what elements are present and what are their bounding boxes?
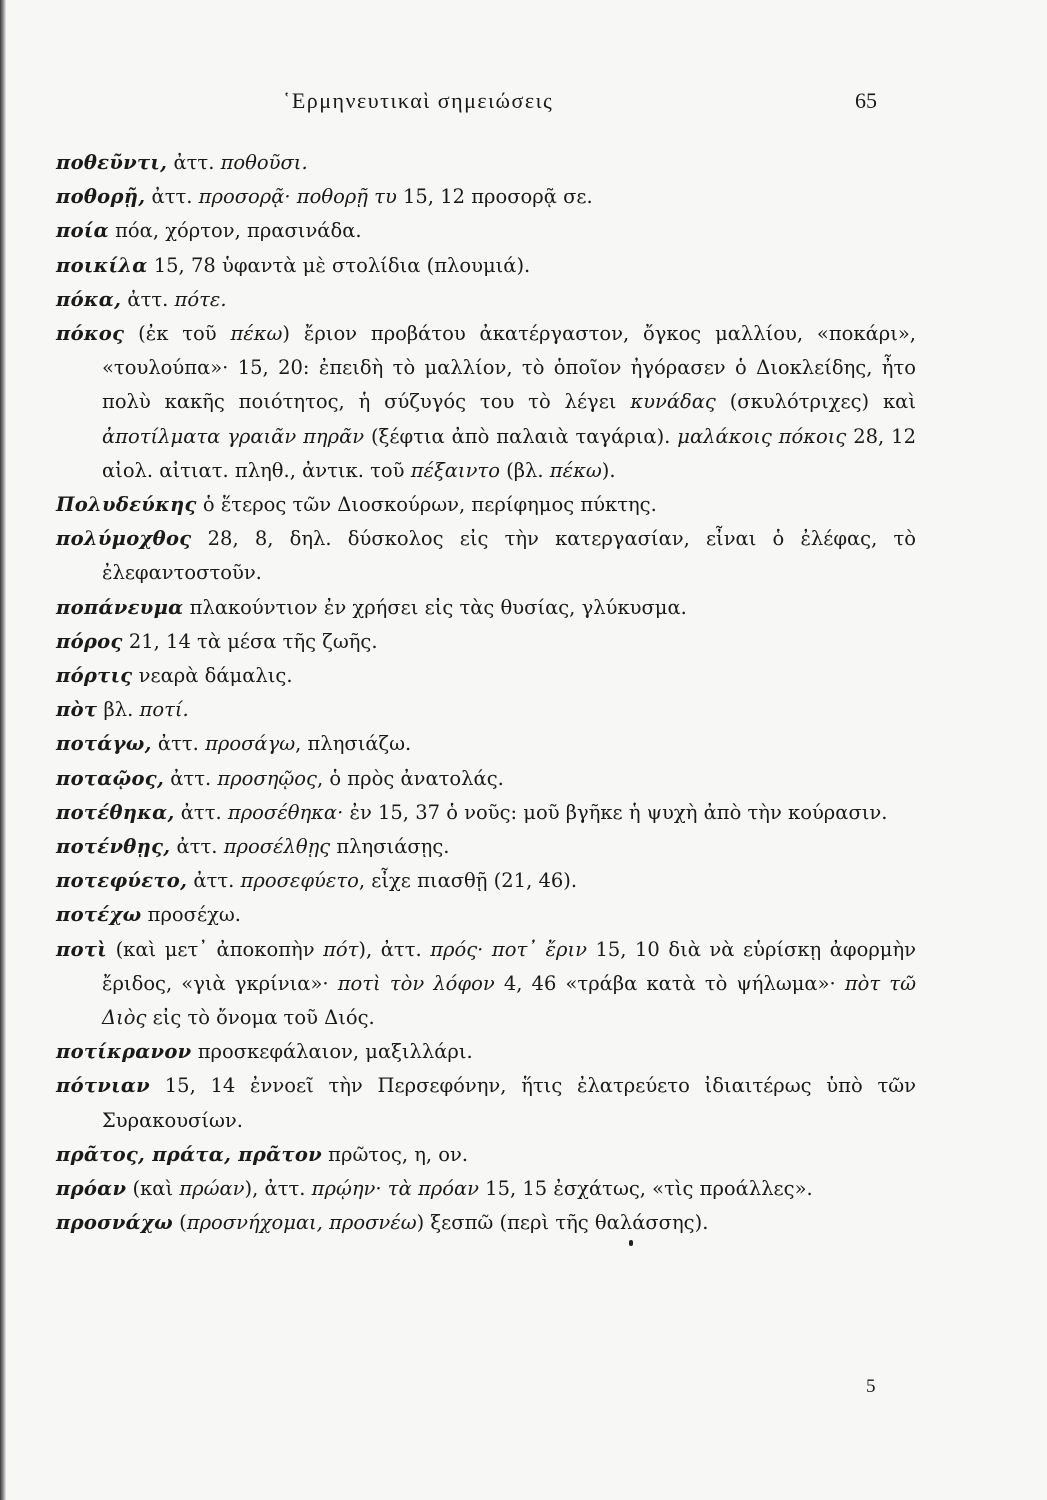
entry-headword: ποτέθηκα, xyxy=(56,800,175,824)
entry-definition-text: 4, 46 «τράβα κατὰ τὸ ψήλωμα»· xyxy=(494,971,845,995)
entry-headword: ποθεῦντι, xyxy=(56,151,168,174)
entry-definition-text: προσκεφάλαιον, μαξιλλάρι. xyxy=(191,1040,473,1064)
page-number: 65 xyxy=(855,88,877,113)
entry-citation-italic: προσεφύετο xyxy=(240,869,359,893)
entry-definition-text: (σκυλότριχες) καὶ xyxy=(715,390,916,414)
entry-definition-text: 15, 10 διὰ νὰ εὑρίσκῃ ἀφορμὴν ἔριδος, «γιὰ γκρίνια»· xyxy=(102,937,916,995)
entry-definition-text: βλ. xyxy=(97,698,140,722)
glossary-entry xyxy=(56,488,916,522)
entry-definition-text: (βλ. xyxy=(499,458,550,482)
entry-citation-italic: μαλάκοις πόκοις xyxy=(677,424,847,448)
glossary-entry xyxy=(56,214,916,248)
entry-headword: ποτεφύετο, xyxy=(56,869,188,893)
glossary-entry xyxy=(56,283,916,317)
entry-definition-text: ( xyxy=(172,1211,187,1235)
entry-headword: ποτίκρανον xyxy=(56,1040,192,1064)
glossary-entry xyxy=(56,762,916,796)
glossary-entry xyxy=(56,864,916,898)
entry-citation-italic: κυνάδας xyxy=(630,390,716,414)
entry-citation-italic: ποθοῦσι. xyxy=(220,151,308,174)
entry-definition-text: ἀττ. xyxy=(151,732,206,756)
glossary-entry xyxy=(56,1206,916,1240)
entry-citation-italic: πότε. xyxy=(174,287,227,311)
entry-headword: πόκος xyxy=(56,322,125,346)
print-speck xyxy=(629,1240,633,1246)
entry-definition-text: 15, 12 προσορᾷ σε. xyxy=(396,185,593,209)
entry-headword: ποία xyxy=(56,219,109,243)
entry-citation-italic: προσάγω xyxy=(205,732,296,756)
glossary-entry xyxy=(56,830,916,864)
entry-citation-italic: ποτὶ τὸν λόφον xyxy=(337,971,495,995)
entry-citation-italic: πρῴην· τὰ πρόαν xyxy=(311,1177,479,1201)
entry-definition-text: πρῶτος, η, ον. xyxy=(321,1142,469,1166)
entry-headword: πρόαν xyxy=(56,1177,127,1201)
entry-citation-italic: προσέθηκα· xyxy=(227,800,344,824)
page-header xyxy=(0,88,1047,128)
entry-citation-italic: πέξαιντο xyxy=(410,458,500,482)
entry-definition-text: , εἶχε πιασθῇ (21, 46). xyxy=(358,869,578,893)
glossary-entry xyxy=(56,146,916,180)
entry-definition-text: ἀττ. xyxy=(121,287,175,311)
glossary-entry xyxy=(56,1172,916,1206)
entry-definition-text: ἀττ. xyxy=(174,800,228,824)
entry-headword: πότνιαν xyxy=(56,1074,151,1098)
entry-definition-text: ἐν 15, 37 ὁ νοῦς: μοῦ βγῆκε ἡ ψυχὴ ἀπὸ τὴν κούρασιν. xyxy=(343,800,888,824)
entry-headword: πόκα, xyxy=(56,287,122,311)
entry-headword: ποτὶ xyxy=(56,937,108,961)
entry-headword: προσνάχω xyxy=(56,1211,173,1235)
glossary-entry xyxy=(56,1069,916,1137)
entry-headword: πὸτ xyxy=(56,698,98,722)
entry-citation-italic: ποτί. xyxy=(139,698,189,722)
running-title: ῾Ερμηνευτικαὶ σημειώσεις xyxy=(283,88,554,113)
entry-definition-text: ἀττ. xyxy=(145,185,199,209)
glossary-entry xyxy=(56,1138,916,1172)
glossary-entry xyxy=(56,1035,916,1069)
entry-definition-text: (καὶ xyxy=(126,1177,180,1201)
entry-citation-italic: πρός· ποτ᾽ ἔριν xyxy=(430,937,587,961)
entry-headword: ποτένθῃς, xyxy=(56,835,171,859)
entry-definition-text: 28, 12 αἰολ. αἰτιατ. πληθ., ἀντικ. τοῦ xyxy=(102,424,916,482)
entry-citation-italic: προσηῷος xyxy=(217,766,317,790)
glossary-entry xyxy=(56,659,916,693)
glossary-entry xyxy=(56,180,916,214)
entry-citation-italic: πότ xyxy=(323,937,359,961)
entry-headword: ποικίλα xyxy=(56,253,148,277)
entry-definition-text: ), ἀττ. xyxy=(244,1177,312,1201)
entry-definition-text: ἀττ. xyxy=(164,766,218,790)
entry-definition-text: προσέχω. xyxy=(141,903,242,927)
entry-headword: πόρος xyxy=(56,629,123,653)
entry-definition-text: ) ἔριον προβάτου ἀκατέργαστον, ὄγκος μαλλίου, «ποκάρι», «τουλούπα»· 15, 20: ἐπειδὴ τὸ μαλλίον, τὸ ὁποῖον ἠγόρασεν ὁ Διοκλείδης, ἦτο πολὺ κακῆς ποιότητος, ἡ σύζυγός του τὸ λέγει xyxy=(102,322,916,414)
entry-headword: ποπάνευμα xyxy=(56,595,184,619)
entry-citation-italic: προσέλθῃς xyxy=(223,835,331,859)
entry-citation-italic: πὸτ τῶ Διὸς xyxy=(102,971,916,1030)
glossary-entry xyxy=(56,591,916,625)
entry-definition-text: ἀττ. xyxy=(167,151,221,174)
entry-definition-text: 15, 78 ὑφαντὰ μὲ στολίδια (πλουμιά). xyxy=(147,253,531,277)
entry-definition-text: πόα, χόρτον, πρασινάδα. xyxy=(108,219,362,243)
glossary-entry xyxy=(56,693,916,727)
entry-definition-text: (καὶ μετ᾽ ἀποκοπὴν xyxy=(107,937,324,961)
entry-citation-italic: προσνήχομαι, προσνέω xyxy=(186,1211,417,1235)
glossary-entry xyxy=(56,727,916,761)
glossary-entry xyxy=(56,898,916,932)
entry-definition-text: ), ἀττ. xyxy=(358,937,431,961)
glossary-entries xyxy=(56,146,916,1241)
entry-definition-text: ) ξεσπῶ (περὶ τῆς θαλάσσης). xyxy=(416,1211,709,1235)
entry-citation-italic: πέκω xyxy=(230,322,283,346)
entry-definition-text: ). xyxy=(601,458,616,482)
entry-citation-italic: προσορᾷ· ποθορῇ τυ xyxy=(198,185,397,209)
entry-headword: ποθορῇ, xyxy=(56,185,146,209)
entry-headword: πολύμοχθος xyxy=(56,527,192,551)
entry-headword: πρᾶτος, πράτα, πρᾶτον xyxy=(56,1142,322,1166)
entry-citation-italic: πέκω xyxy=(549,458,602,482)
entry-definition-text: νεαρὰ δάμαλις. xyxy=(132,664,293,688)
entry-definition-text: , πλησιάζω. xyxy=(295,732,412,756)
entry-headword: ποτάγω, xyxy=(56,732,152,756)
entry-definition-text: 28, 8, δηλ. δύσκολος εἰς τὴν κατεργασίαν, εἶναι ὁ ἐλέφας, τὸ ἐλεφαντοστοῦν. xyxy=(102,527,916,585)
entry-definition-text: , ὁ πρὸς ἀνατολάς. xyxy=(316,766,504,790)
entry-definition-text: πλησιάσῃς. xyxy=(330,835,450,859)
entry-definition-text: ἀττ. xyxy=(170,835,224,859)
entry-definition-text: 21, 14 τὰ μέσα τῆς ζωῆς. xyxy=(122,629,378,653)
entry-definition-text: (ἐκ τοῦ xyxy=(124,322,231,346)
entry-headword: πόρτις xyxy=(56,664,133,688)
entry-definition-text: 15, 14 ἐννοεῖ τὴν Περσεφόνην, ἥτις ἐλατρεύετο ἰδιαιτέρως ὑπὸ τῶν Συρακουσίων. xyxy=(102,1074,916,1132)
entry-definition-text: πλακούντιον ἐν χρήσει εἰς τὰς θυσίας, γλύκυσμα. xyxy=(183,595,687,619)
glossary-entry xyxy=(56,796,916,830)
entry-citation-italic: ἀποτίλματα γραιᾶν πηρᾶν xyxy=(102,424,365,448)
entry-definition-text: ὁ ἕτερος τῶν Διοσκούρων, περίφημος πύκτης. xyxy=(196,493,657,517)
glossary-entry xyxy=(56,317,916,488)
entry-citation-italic: πρώαν xyxy=(179,1177,245,1201)
entry-headword: Πολυδεύκης xyxy=(56,493,197,517)
entry-headword: ποτέχω xyxy=(56,903,142,927)
glossary-entry xyxy=(56,249,916,283)
page-binding-edge xyxy=(0,0,6,1500)
entry-definition-text: 15, 15 ἐσχάτως, «τὶς προάλλες». xyxy=(478,1177,813,1201)
entry-definition-text: εἰς τὸ ὄνομα τοῦ Διός. xyxy=(146,1006,375,1030)
entry-headword: ποταῷος, xyxy=(56,766,165,790)
glossary-entry xyxy=(56,522,916,590)
glossary-entry xyxy=(56,933,916,1036)
glossary-entry xyxy=(56,625,916,659)
entry-definition-text: ἀττ. xyxy=(187,869,241,893)
signature-mark: 5 xyxy=(866,1376,876,1397)
entry-definition-text: (ξέφτια ἀπὸ παλαιὰ ταγάρια). xyxy=(364,424,678,448)
